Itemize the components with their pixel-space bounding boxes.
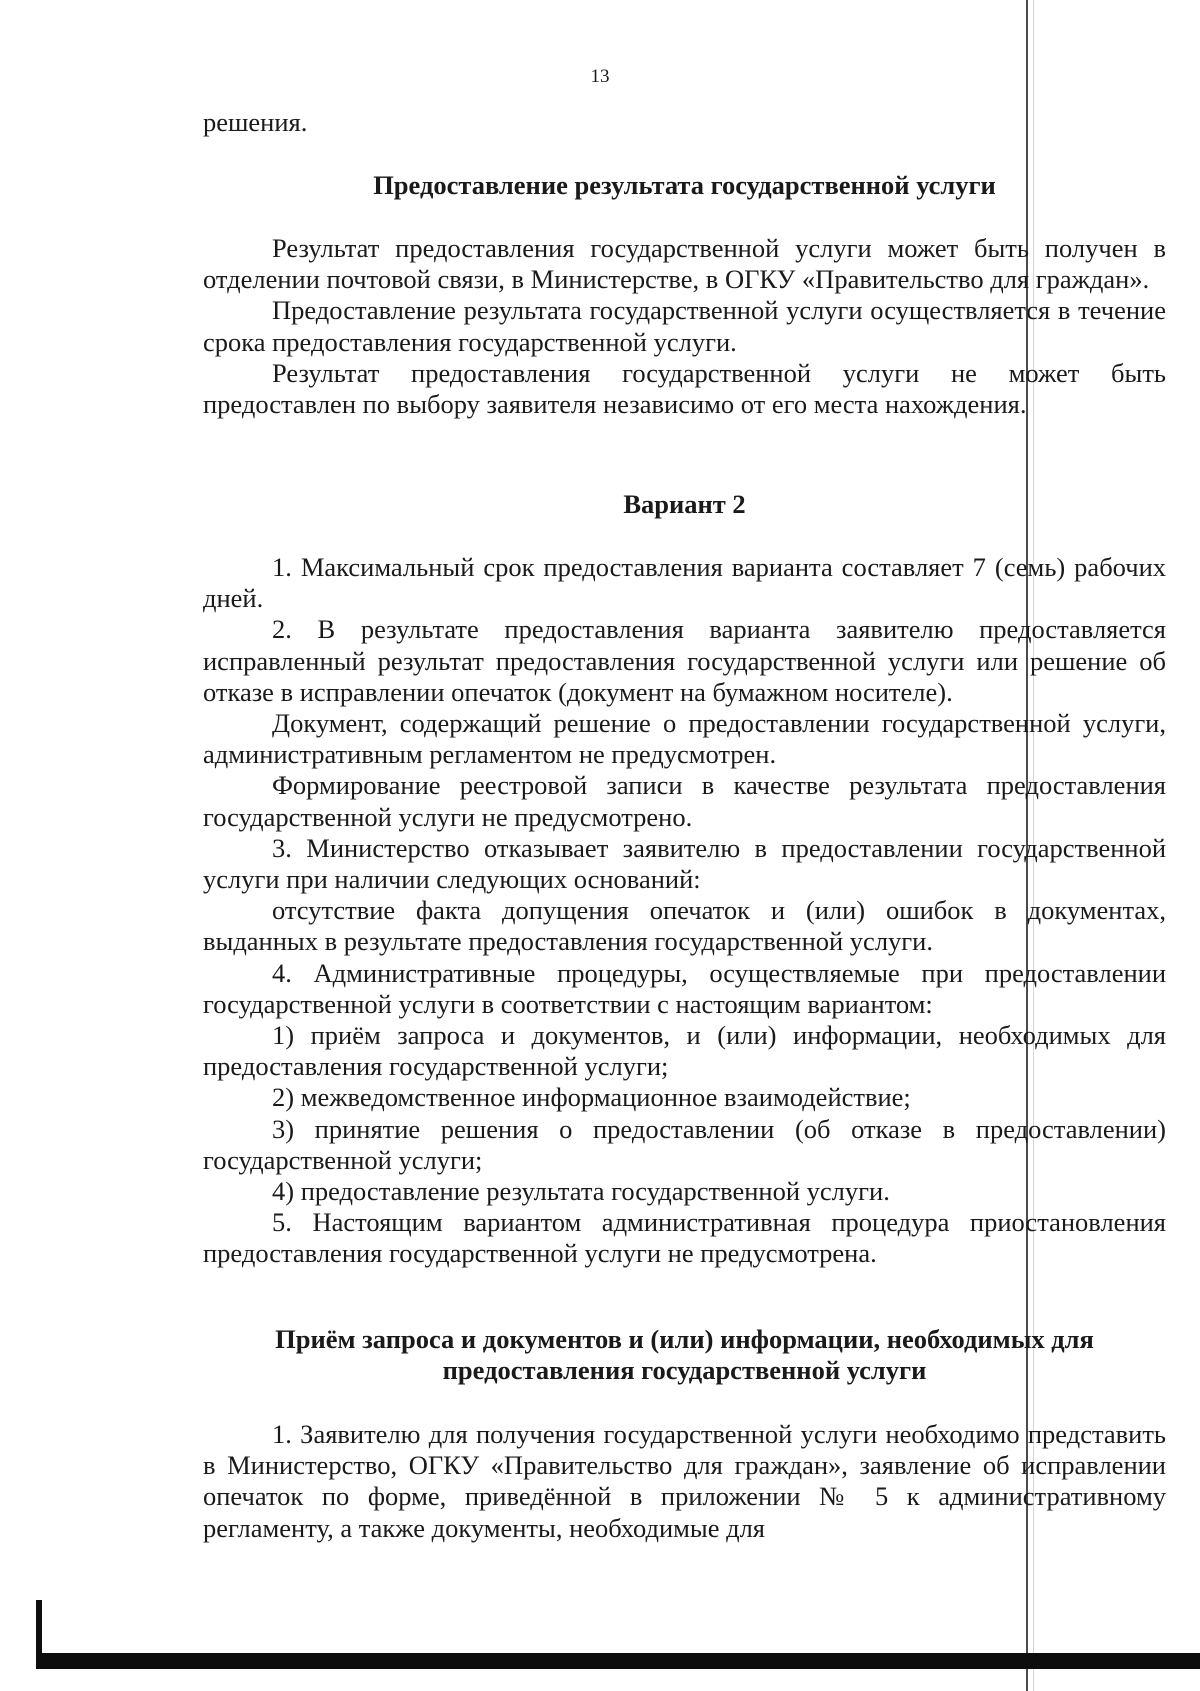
variant-paragraph-4: Формирование реестровой записи в качестве результата предоставления государственной услуги не предусмотрено.: [203, 770, 1166, 832]
intro-block: [203, 107, 1166, 138]
intake-section: [203, 1419, 1166, 1544]
page-number: 13: [590, 66, 610, 87]
variant-paragraph-9: 2) межведомственное информационное взаимодействие;: [272, 1082, 911, 1113]
result-section: [203, 233, 1166, 420]
heading-result: Предоставление результата государственной услуги: [373, 170, 996, 200]
variant-section: [203, 552, 1166, 1270]
variant-paragraph-6: отсутствие факта допущения опечаток и (или) ошибок в документах, выданных в результате предоставления государственной услуги.: [203, 895, 1166, 957]
scan-border-bottom: [36, 1653, 1200, 1669]
result-paragraph-1: Результат предоставления государственной услуги может быть получен в отделении почтовой связи, в Министерстве, в ОГКУ «Правительство для граждан».: [203, 233, 1166, 295]
result-paragraph-2: Предоставление результата государственной услуги осуществляется в течение срока предоставления государственной услуги.: [203, 295, 1166, 357]
variant-paragraph-5: 3. Министерство отказывает заявителю в предоставлении государственной услуги при наличии следующих оснований:: [203, 832, 1166, 895]
heading-intake: [203, 1324, 1166, 1386]
variant-paragraph-12: 5. Настоящим вариантом административная процедура приостановления предоставления государственной услуги не предусмотрена.: [203, 1207, 1166, 1269]
variant-paragraph-10: 3) принятие решения о предоставлении (об отказе в предоставлении) государственной услуги;: [203, 1113, 1166, 1175]
variant-paragraph-7: 4. Административные процедуры, осуществляемые при предоставлении государственной услуги в соответствии с настоящим вариантом:: [203, 957, 1166, 1019]
variant-paragraph-2: 2. В результате предоставления варианта заявителю предоставляется исправленный результат предоставления государственной услуги или решение об отказе в исправлении опечаток (документ на бумажном носителе).: [203, 614, 1166, 707]
result-paragraph-3: Результат предоставления государственной услуги не может быть предоставлен по выбору заявителя независимо от его места нахождения.: [203, 357, 1166, 420]
variant-paragraph-3: Документ, содержащий решение о предоставлении государственной услуги, административным регламентом не предусмотрен.: [203, 708, 1166, 770]
heading-intake-line-1: Приём запроса и документов и (или) информации, необходимых для: [275, 1324, 1094, 1354]
scan-edge: [0, 0, 12, 1691]
heading-variant: Вариант 2: [623, 489, 746, 519]
heading-intake-line-2: предоставления государственной услуги: [442, 1355, 927, 1386]
variant-paragraph-11: 4) предоставление результата государственной услуги.: [272, 1176, 890, 1207]
variant-paragraph-8: 1) приём запроса и документов, и (или) информации, необходимых для предоставления государственной услуги;: [203, 1020, 1166, 1082]
variant-paragraph-1: 1. Максимальный срок предоставления варианта составляет 7 (семь) рабочих дней.: [203, 552, 1166, 614]
intro-text: решения.: [203, 107, 308, 137]
intake-paragraph-1: 1. Заявителю для получения государственной услуги необходимо представить в Министерство, ОГКУ «Правительство для граждан», заявление об исправлении опечаток по форме, приведённой в приложении № 5 к административному регламенту, а также документы, необходимые для: [203, 1419, 1166, 1543]
